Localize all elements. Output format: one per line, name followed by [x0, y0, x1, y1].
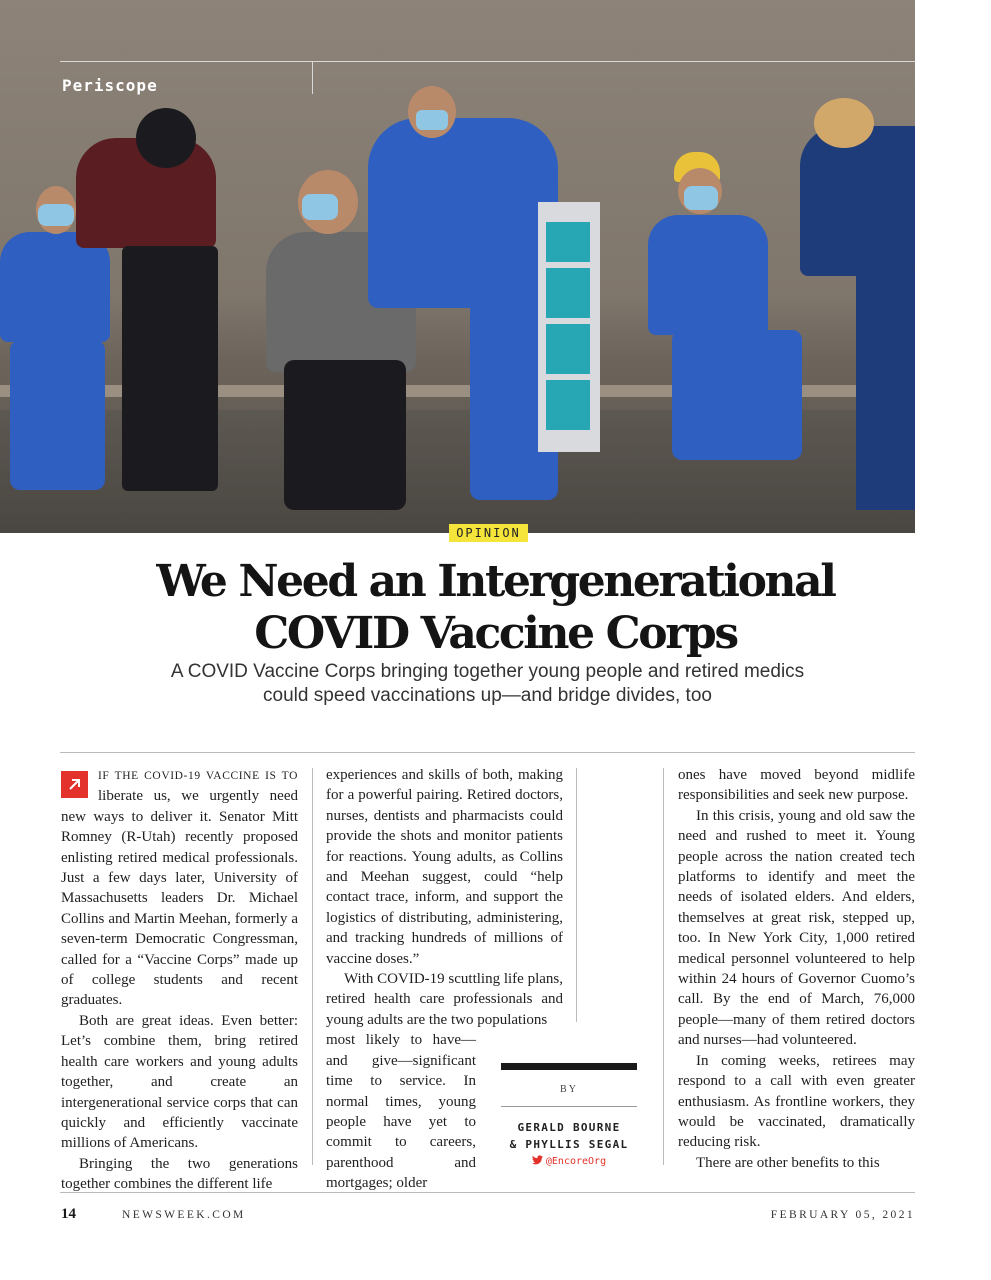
byline-authors	[501, 1119, 637, 1153]
column-divider	[312, 768, 313, 1165]
article-paragraph: experiences and skills of both, making for a powerful pairing. Retired doctors, nurses, dentists and pharmacists could provide the shots and monitor patients for reactions. Young adults, as Collins and Meehan suggest, could “help contact trace, inform, and support the logistics of distributing, administering, and tracking hundreds of millions of vaccine doses.”	[326, 767, 563, 967]
section-divider	[60, 752, 915, 753]
handle-text: @EncoreOrg	[545, 1156, 607, 1167]
page-number: 14	[61, 1206, 76, 1222]
article-paragraph	[61, 765, 298, 1011]
headline-line-1: We Need an Intergenerational	[156, 556, 835, 607]
twitter-bird-icon	[532, 1155, 543, 1165]
seated-woman-mask	[302, 194, 338, 220]
opinion-tag: OPINION	[449, 524, 528, 542]
dek	[100, 660, 875, 708]
paragraph-1-text: liberate us, we urgently need new ways to deliver it. Senator Mitt Romney (R-Utah) recently proposed enlisting retired medical professionals. Just a few days later, University of Massachusetts leaders Dr. Michael Collins and Martin Meehan, formerly a seven-term Democratic Congressman, called for a “Vaccine Corps” made up of college students and recent graduates.	[61, 788, 298, 1009]
seated-woman2-mask	[684, 186, 718, 210]
headline	[40, 556, 951, 660]
article-column-3	[678, 765, 915, 1173]
author-2: & PHYLLIS SEGAL	[509, 1138, 629, 1151]
author-1: GERALD BOURNE	[517, 1121, 621, 1134]
twitter-handle[interactable]	[501, 1155, 637, 1167]
dek-line-1: A COVID Vaccine Corps bringing together young people and retired medics	[170, 661, 805, 682]
article-paragraph: In coming weeks, retirees may respond to a call with even greater enthusiasm. As frontline workers, they would be vaccinated, dramatically reducing risk.	[678, 1052, 915, 1151]
nurse-trousers	[122, 246, 218, 491]
top-rule-tick	[312, 61, 313, 94]
dek-line-2: could speed vaccinations up—and bridge divides, too	[263, 685, 712, 706]
cart-drawer	[546, 222, 590, 262]
footer-rule	[60, 1192, 915, 1193]
article-paragraph: There are other benefits to this	[696, 1154, 880, 1171]
publication-name[interactable]: NEWSWEEK.COM	[122, 1209, 246, 1221]
issue-date: FEBRUARY 05, 2021	[770, 1209, 915, 1221]
article-column-1	[61, 765, 298, 1195]
column-divider	[576, 768, 577, 1022]
byline-by: BY	[560, 1084, 578, 1095]
byline-rule	[501, 1106, 637, 1107]
cart-drawer	[546, 324, 590, 374]
seated-woman-legs	[284, 360, 406, 510]
top-rule	[60, 61, 915, 62]
article-paragraph: With COVID-19 scuttling life plans, retired health care professionals and young adults are the two populations	[326, 971, 563, 1028]
column-divider	[663, 768, 664, 1165]
seated-man-legs	[10, 340, 105, 490]
article-paragraph: Both are great ideas. Even better: Let’s combine them, bring retired health care workers and young adults together, and create an intergenerational service corps that can quickly and efficiently vaccinate millions of Americans.	[61, 1012, 298, 1152]
center-nurse-mask	[416, 110, 448, 130]
article-paragraph: Bringing the two generations together combines the different life	[61, 1155, 298, 1193]
arrow-up-right-icon	[61, 771, 88, 798]
right-nurse-trousers	[856, 270, 915, 510]
cart-drawer	[546, 268, 590, 318]
article-paragraph: most likely to have—and give—significant time to service. In normal times, young people have yet to commit to careers, parenthood and mortgages; older	[326, 1032, 476, 1192]
cart-drawer	[546, 380, 590, 430]
right-nurse-hair	[814, 98, 874, 148]
seated-man-torso	[0, 232, 110, 342]
nurse-hair	[136, 108, 196, 168]
byline-bar	[501, 1063, 637, 1070]
right-nurse-top	[800, 126, 915, 276]
article-paragraph: ones have moved beyond midlife responsibilities and seek new purpose.	[678, 767, 915, 804]
headline-line-2: COVID Vaccine Corps	[254, 608, 737, 659]
lead-in: IF THE COVID-19 VACCINE IS TO	[98, 770, 298, 782]
section-label: Periscope	[62, 76, 158, 95]
seated-woman2-top	[648, 215, 768, 335]
seated-man-mask	[38, 204, 74, 226]
article-paragraph: In this crisis, young and old saw the need and rushed to meet it. Young people across the nation created tech platforms to identify and meet the needs of isolated elders. And elders, themselves at great risk, stepped up, too. In New York City, 1,000 retired medical personnel volunteered to help within 24 hours of Governor Cuomo’s call. By the end of March, 76,000 people—many of them retired doctors and nurses—had volunteered.	[678, 807, 915, 1049]
center-nurse-top	[368, 118, 558, 308]
seated-woman2-legs	[672, 330, 802, 460]
hero-photo	[0, 0, 915, 533]
